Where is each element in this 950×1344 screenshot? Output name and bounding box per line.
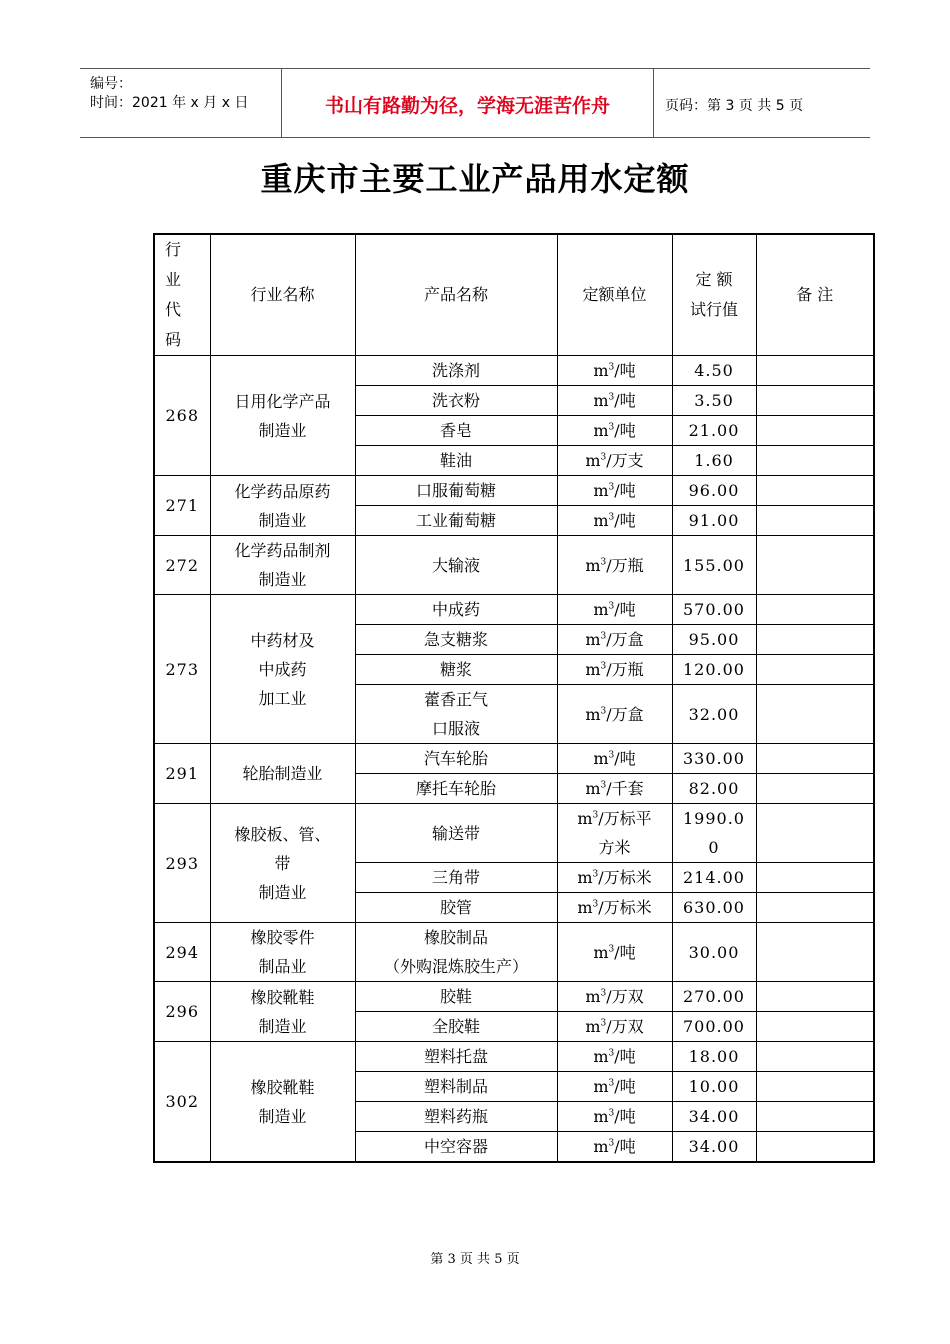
quota-value-cell: 1.60 [672, 446, 756, 476]
unit-rest: /万瓶 [606, 555, 644, 575]
table-row [154, 982, 874, 1012]
header-industry-code: 行 业 代 码 [154, 234, 210, 356]
quota-unit-cell [557, 923, 672, 982]
unit-rest: /万盒 [606, 630, 644, 649]
unit-rest: /万双 [606, 987, 644, 1006]
unit-base: m [577, 898, 593, 917]
unit-superscript: 3 [608, 422, 615, 433]
table-row [154, 744, 874, 774]
quota-value-cell: 700.00 [672, 1012, 756, 1042]
header-industry-name: 行业名称 [210, 234, 355, 356]
unit-base: m [585, 779, 601, 798]
doc-number-label: 编号： [90, 76, 132, 92]
table-row [154, 356, 874, 386]
remarks-cell [756, 625, 874, 655]
unit-superscript: 3 [608, 1108, 615, 1119]
unit-rest: /吨 [614, 481, 636, 500]
unit-rest: /万标平 方米 [598, 809, 652, 857]
unit-superscript: 3 [600, 452, 607, 463]
unit-rest: /吨 [614, 1047, 636, 1066]
unit-rest: /吨 [614, 1107, 636, 1126]
product-name-cell: 汽车轮胎 [355, 744, 557, 774]
remarks-cell [756, 685, 874, 744]
remarks-cell [756, 982, 874, 1012]
unit-base: m [593, 749, 609, 768]
quota-value-cell: 155.00 [672, 536, 756, 595]
quota-value-cell: 4.50 [672, 356, 756, 386]
unit-base: m [585, 451, 601, 470]
quota-unit-cell [557, 893, 672, 923]
unit-superscript: 3 [608, 362, 615, 373]
industry-name-cell: 橡胶靴鞋 制造业 [210, 1042, 355, 1163]
remarks-cell [756, 356, 874, 386]
unit-base: m [585, 1017, 601, 1036]
unit-base: m [593, 361, 609, 380]
quota-value-cell: 18.00 [672, 1042, 756, 1072]
industry-name-cell: 日用化学产品 制造业 [210, 356, 355, 476]
product-name-cell: 鞋油 [355, 446, 557, 476]
quota-value-cell: 95.00 [672, 625, 756, 655]
unit-superscript: 3 [608, 1048, 615, 1059]
quota-unit-cell [557, 625, 672, 655]
quota-unit-cell [557, 774, 672, 804]
quota-unit-cell [557, 1042, 672, 1072]
remarks-cell [756, 416, 874, 446]
unit-superscript: 3 [608, 1138, 615, 1149]
table-header-row [154, 234, 874, 356]
product-name-cell: 洗涤剂 [355, 356, 557, 386]
table-row [154, 536, 874, 595]
industry-code-cell: 271 [154, 476, 210, 536]
unit-superscript: 3 [600, 661, 607, 672]
industry-name-cell: 橡胶板、管、 带 制造业 [210, 804, 355, 923]
quota-unit-cell [557, 595, 672, 625]
unit-base: m [593, 942, 609, 962]
header-divider [653, 69, 654, 137]
quota-unit-cell [557, 1102, 672, 1132]
unit-superscript: 3 [600, 557, 607, 568]
unit-rest: /吨 [614, 1137, 636, 1156]
remarks-cell [756, 1132, 874, 1163]
header-quota-value: 定 额 试行值 [672, 234, 756, 356]
unit-rest: /吨 [614, 361, 636, 380]
unit-rest: /吨 [614, 391, 636, 410]
remarks-cell [756, 804, 874, 863]
quota-value-cell: 21.00 [672, 416, 756, 446]
unit-rest: /万双 [606, 1017, 644, 1036]
quota-unit-cell [557, 506, 672, 536]
quota-value-cell: 34.00 [672, 1102, 756, 1132]
header-motto: 书山有路勤为径，学海无涯苦作舟 [324, 95, 610, 117]
unit-superscript: 3 [608, 750, 615, 761]
product-name-cell: 三角带 [355, 863, 557, 893]
table-body [154, 356, 874, 1163]
unit-base: m [593, 1077, 609, 1096]
remarks-cell [756, 1042, 874, 1072]
unit-base: m [585, 704, 601, 724]
product-name-cell: 胶管 [355, 893, 557, 923]
remarks-cell [756, 1072, 874, 1102]
industry-code-cell: 272 [154, 536, 210, 595]
unit-base: m [585, 555, 601, 575]
unit-superscript: 3 [600, 988, 607, 999]
product-name-cell: 急支糖浆 [355, 625, 557, 655]
product-name-cell: 胶鞋 [355, 982, 557, 1012]
remarks-cell [756, 893, 874, 923]
unit-superscript: 3 [592, 899, 599, 910]
quota-value-cell: 214.00 [672, 863, 756, 893]
unit-rest: /吨 [614, 942, 636, 962]
remarks-cell [756, 1102, 874, 1132]
unit-rest: /万支 [606, 451, 644, 470]
unit-base: m [585, 660, 601, 679]
quota-unit-cell [557, 655, 672, 685]
unit-base: m [593, 391, 609, 410]
unit-superscript: 3 [608, 392, 615, 403]
product-name-cell: 橡胶制品 （外购混炼胶生产） [355, 923, 557, 982]
unit-base: m [577, 809, 593, 828]
quota-unit-cell [557, 863, 672, 893]
industry-code-cell: 296 [154, 982, 210, 1042]
unit-rest: /吨 [614, 600, 636, 619]
remarks-cell [756, 595, 874, 625]
product-name-cell: 中空容器 [355, 1132, 557, 1163]
unit-rest: /吨 [614, 421, 636, 440]
quota-unit-cell [557, 386, 672, 416]
quota-value-cell: 1990.0 0 [672, 804, 756, 863]
quota-value-cell: 32.00 [672, 685, 756, 744]
unit-superscript: 3 [592, 869, 599, 880]
remarks-cell [756, 744, 874, 774]
unit-rest: /万瓶 [606, 660, 644, 679]
remarks-cell [756, 863, 874, 893]
product-name-cell: 摩托车轮胎 [355, 774, 557, 804]
industry-name-cell: 橡胶靴鞋 制造业 [210, 982, 355, 1042]
unit-base: m [593, 600, 609, 619]
unit-superscript: 3 [608, 601, 615, 612]
industry-code-cell: 273 [154, 595, 210, 744]
industry-code-cell: 293 [154, 804, 210, 923]
product-name-cell: 洗衣粉 [355, 386, 557, 416]
page-title: 重庆市主要工业产品用水定额 [260, 160, 690, 198]
quota-unit-cell [557, 1132, 672, 1163]
product-name-cell: 大输液 [355, 536, 557, 595]
header-remarks: 备 注 [756, 234, 874, 356]
unit-base: m [593, 421, 609, 440]
quota-table-wrapper [153, 233, 875, 1163]
unit-superscript: 3 [592, 810, 599, 821]
header-quota-unit: 定额单位 [557, 234, 672, 356]
remarks-cell [756, 923, 874, 982]
table-row [154, 923, 874, 982]
remarks-cell [756, 1012, 874, 1042]
header-product-name: 产品名称 [355, 234, 557, 356]
quota-unit-cell [557, 982, 672, 1012]
table-row [154, 1042, 874, 1072]
page-footer: 第 3 页 共 5 页 [430, 1252, 520, 1267]
unit-base: m [585, 630, 601, 649]
quota-unit-cell [557, 356, 672, 386]
unit-rest: /吨 [614, 511, 636, 530]
unit-base: m [593, 481, 609, 500]
doc-time-label: 时间：2021 年 x 月 x 日 [90, 95, 249, 111]
unit-base: m [585, 987, 601, 1006]
product-name-cell: 口服葡萄糖 [355, 476, 557, 506]
quota-value-cell: 270.00 [672, 982, 756, 1012]
industry-code-cell: 268 [154, 356, 210, 476]
unit-superscript: 3 [608, 512, 615, 523]
quota-value-cell: 96.00 [672, 476, 756, 506]
industry-code-cell: 291 [154, 744, 210, 804]
product-name-cell: 中成药 [355, 595, 557, 625]
unit-rest: /吨 [614, 1077, 636, 1096]
unit-rest: /万标米 [598, 898, 652, 917]
quota-unit-cell [557, 476, 672, 506]
industry-name-cell: 橡胶零件 制品业 [210, 923, 355, 982]
industry-code-cell: 294 [154, 923, 210, 982]
quota-unit-cell [557, 1012, 672, 1042]
quota-value-cell: 10.00 [672, 1072, 756, 1102]
quota-unit-cell [557, 536, 672, 595]
unit-base: m [593, 1047, 609, 1066]
table-row [154, 595, 874, 625]
quota-value-cell: 91.00 [672, 506, 756, 536]
unit-superscript: 3 [608, 944, 615, 955]
quota-unit-cell [557, 416, 672, 446]
unit-rest: /万标米 [598, 868, 652, 887]
quota-unit-cell [557, 446, 672, 476]
product-name-cell: 藿香正气 口服液 [355, 685, 557, 744]
document-header [80, 68, 870, 138]
remarks-cell [756, 506, 874, 536]
unit-rest: /吨 [614, 749, 636, 768]
industry-name-cell: 化学药品制剂 制造业 [210, 536, 355, 595]
unit-base: m [593, 1137, 609, 1156]
water-quota-table [153, 233, 875, 1163]
unit-superscript: 3 [600, 780, 607, 791]
remarks-cell [756, 446, 874, 476]
quota-unit-cell [557, 804, 672, 863]
header-page-info: 页码：第 3 页 共 5 页 [665, 98, 804, 114]
unit-rest: /万盒 [606, 704, 644, 724]
product-name-cell: 工业葡萄糖 [355, 506, 557, 536]
product-name-cell: 塑料药瓶 [355, 1102, 557, 1132]
quota-value-cell: 30.00 [672, 923, 756, 982]
product-name-cell: 全胶鞋 [355, 1012, 557, 1042]
unit-rest: /千套 [606, 779, 644, 798]
unit-base: m [593, 511, 609, 530]
quota-value-cell: 330.00 [672, 744, 756, 774]
remarks-cell [756, 386, 874, 416]
quota-unit-cell [557, 685, 672, 744]
unit-superscript: 3 [608, 482, 615, 493]
quota-unit-cell [557, 1072, 672, 1102]
remarks-cell [756, 476, 874, 506]
quota-value-cell: 3.50 [672, 386, 756, 416]
product-name-cell: 糖浆 [355, 655, 557, 685]
table-row [154, 476, 874, 506]
product-name-cell: 塑料托盘 [355, 1042, 557, 1072]
remarks-cell [756, 655, 874, 685]
unit-superscript: 3 [600, 631, 607, 642]
unit-superscript: 3 [600, 706, 607, 717]
quota-value-cell: 570.00 [672, 595, 756, 625]
unit-superscript: 3 [600, 1018, 607, 1029]
unit-base: m [593, 1107, 609, 1126]
remarks-cell [756, 536, 874, 595]
table-row [154, 804, 874, 863]
quota-value-cell: 34.00 [672, 1132, 756, 1163]
product-name-cell: 输送带 [355, 804, 557, 863]
quota-value-cell: 82.00 [672, 774, 756, 804]
industry-name-cell: 化学药品原药 制造业 [210, 476, 355, 536]
quota-unit-cell [557, 744, 672, 774]
industry-code-cell: 302 [154, 1042, 210, 1163]
quota-value-cell: 630.00 [672, 893, 756, 923]
product-name-cell: 塑料制品 [355, 1072, 557, 1102]
industry-name-cell: 轮胎制造业 [210, 744, 355, 804]
header-meta [80, 69, 280, 137]
quota-value-cell: 120.00 [672, 655, 756, 685]
remarks-cell [756, 774, 874, 804]
unit-base: m [577, 868, 593, 887]
product-name-cell: 香皂 [355, 416, 557, 446]
unit-superscript: 3 [608, 1078, 615, 1089]
industry-name-cell: 中药材及 中成药 加工业 [210, 595, 355, 744]
